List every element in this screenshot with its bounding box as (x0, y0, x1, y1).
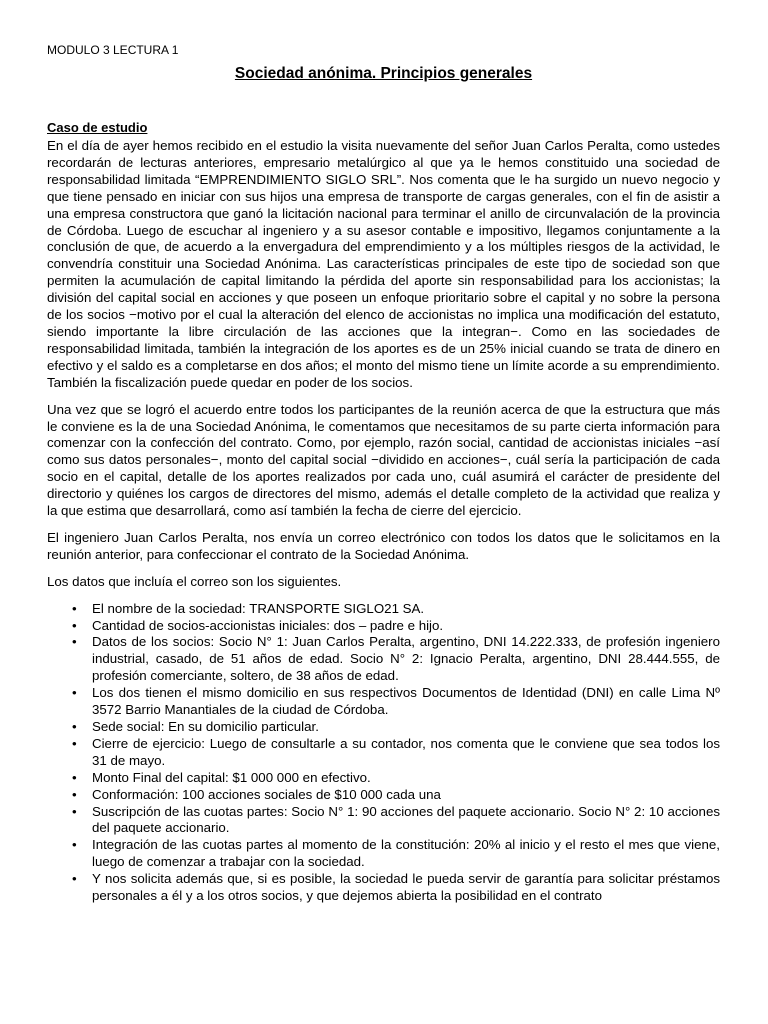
bullet-icon: • (72, 735, 77, 751)
data-list (47, 601, 720, 905)
list-item (72, 719, 720, 736)
bullet-icon: • (72, 634, 77, 650)
list-item-text: Los dos tienen el mismo domicilio en sus respectivos Documentos de Identidad (DNI) en calle Lima Nº 3572 Barrio Manantiales de la ciudad de Córdoba. (92, 685, 720, 718)
list-item-text: Cierre de ejercicio: Luego de consultarle a su contador, nos comenta que le conviene que sea todos los 31 de mayo. (92, 735, 720, 768)
bullet-icon: • (72, 803, 77, 819)
list-item-text: El nombre de la sociedad: TRANSPORTE SIGLO21 SA. (92, 600, 425, 616)
list-item (72, 803, 720, 838)
list-item (72, 769, 720, 787)
list-item-text: Y nos solicita además que, si es posible, la sociedad le pueda servir de garantía para solicitar préstamos personales a él y a los otros socios, y que dejemos abierta la posibilidad en el contrato (92, 871, 720, 904)
bullet-icon: • (72, 685, 77, 701)
list-item (72, 735, 720, 770)
list-item-text: Conformación: 100 acciones sociales de $10 000 cada una (92, 786, 441, 802)
list-item-text: Sede social: En su domicilio particular. (92, 719, 319, 734)
module-label: MODULO 3 LECTURA 1 (47, 43, 179, 57)
section-heading: Caso de estudio (47, 120, 148, 135)
bullet-icon: • (72, 871, 77, 887)
list-item (72, 871, 720, 905)
list-item (72, 600, 720, 618)
paragraph-4: Los datos que incluía el correo son los siguientes. (47, 573, 342, 589)
paragraph-3: El ingeniero Juan Carlos Peralta, nos envía un correo electrónico con todos los datos que le solicitamos en la reunión anterior, para confeccionar el contrato de la Sociedad Anónima. (47, 529, 720, 562)
list-item-text: Cantidad de socios-accionistas iniciales: dos – padre e hijo. (92, 617, 444, 633)
list-item (72, 617, 720, 635)
bullet-icon: • (72, 769, 77, 785)
list-item (72, 685, 720, 719)
bullet-icon: • (72, 837, 77, 853)
list-item-text: Integración de las cuotas partes al momento de la constitución: 20% al inicio y el resto el mes que viene, luego de comenzar a trabajar con la sociedad. (92, 837, 720, 870)
paragraph-1: En el día de ayer hemos recibido en el estudio la visita nuevamente del señor Juan Carlos Peralta, como ustedes recordarán de lecturas anteriores, empresario metalúrgico al que ya le hemos constituido una sociedad de responsabilidad limitada “EMPRENDIMIENTO SIGLO SRL”. Nos comenta que le ha surgido un nuevo negocio y que tiene pensado en iniciar con sus hijos una empresa de transporte de cargas generales, con el fin de asistir a una empresa constructora que ganó la licitación nacional para terminar el anillo de circunvalación de la provincia de Córdoba. Luego de escuchar al ingeniero y a su asesor contable e impositivo, llegamos conjuntamente a la conclusión de que, de acuerdo a la envergadura del emprendimiento y a los múltiples riesgos de la actividad, le convendría constituir una Sociedad Anónima. Las características principales de este tipo de sociedad son que permiten la acumulación de capital limitando la pérdida del aporte sin responsabilidad para los accionistas; la división del capital social en acciones y que poseen un enfoque prioritario sobre el capital y no sobre la persona de los socios −motivo por el cual la alteración del elenco de accionistas no implica una modificación del estatuto, siendo importante la libre circulación de las acciones que la integran−. Como en las sociedades de responsabilidad limitada, también la integración de los aportes es de un 25% inicial cuando se trata de dinero en efectivo y el saldo es a completarse en dos años; el monto del mismo tiene un límite acorde a su emprendimiento. También la fiscalización puede quedar en poder de los socios. (47, 138, 720, 390)
bullet-icon: • (72, 719, 77, 734)
bullet-icon: • (72, 617, 77, 633)
list-item (72, 786, 720, 804)
list-item (72, 837, 720, 871)
bullet-icon: • (72, 786, 77, 802)
bullet-icon: • (72, 600, 77, 616)
list-item (72, 634, 720, 685)
list-item-text: Datos de los socios: Socio N° 1: Juan Carlos Peralta, argentino, DNI 14.222.333, de profesión ingeniero industrial, casado, de 51 años de edad. Socio N° 2: Ignacio Peralta, argentino, DNI 28.444.555, de profesión comerciante, soltero, de 38 años de edad. (92, 634, 720, 684)
paragraph-2: Una vez que se logró el acuerdo entre todos los participantes de la reunión acerca de que la estructura que más le conviene es la de una Sociedad Anónima, le comentamos que necesitamos de su parte cierta información para comenzar con la confección del contrato. Como, por ejemplo, razón social, cantidad de accionistas iniciales −así como sus datos personales−, monto del capital social −dividido en acciones−, cuál sería la participación de cada socio en el capital, detalle de los aportes realizados por cada uno, cuál asumirá el carácter de presidente del directorio y quiénes los cargos de directores del mismo, además el detalle completo de la actividad que realiza y la que estima que desarrollará, como así también la fecha de cierre del ejercicio. (47, 401, 720, 519)
list-item-text: Suscripción de las cuotas partes: Socio N° 1: 90 acciones del paquete accionario. Socio N° 2: 10 acciones del paquete accionario. (92, 803, 720, 836)
list-item-text: Monto Final del capital: $1 000 000 en efectivo. (92, 769, 371, 785)
document-title: Sociedad anónima. Principios generales (234, 65, 533, 82)
